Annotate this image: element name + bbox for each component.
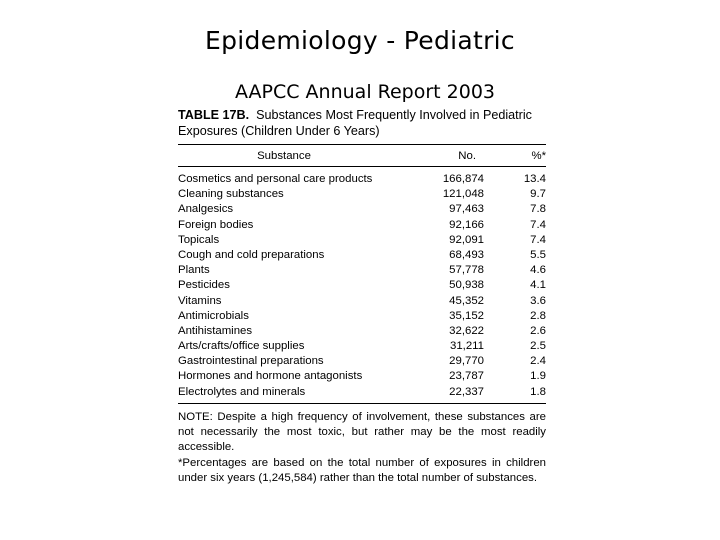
substance-cell: Gastrointestinal preparations — [178, 355, 324, 368]
slide-subtitle: AAPCC Annual Report 2003 — [235, 81, 496, 103]
table-label: TABLE 17B. — [178, 108, 250, 122]
table-row — [178, 202, 546, 217]
substance-cell: Cough and cold preparations — [178, 248, 325, 261]
table-caption — [178, 108, 546, 139]
percent-cell: 9.7 — [530, 188, 546, 201]
table-row — [178, 233, 546, 248]
table-row — [178, 278, 546, 293]
substance-cell: Analgesics — [178, 203, 234, 216]
percent-cell: 2.6 — [530, 324, 546, 337]
substance-cell: Cosmetics and personal care products — [178, 173, 373, 185]
table-row — [178, 172, 546, 187]
table-footnote: *Percentages are based on the total number of exposures in children under six years (1,245,584) rather than the total number of substances. — [178, 456, 546, 484]
top-rule — [178, 144, 546, 145]
substance-cell: Arts/crafts/office supplies — [178, 340, 305, 353]
table-row — [178, 263, 546, 278]
substance-cell: Hormones and hormone antagonists — [178, 370, 363, 383]
substance-cell: Topicals — [178, 233, 220, 246]
count-cell: 32,622 — [449, 324, 484, 337]
header-substance: Substance — [257, 150, 311, 163]
table-row — [178, 339, 546, 354]
count-cell: 22,337 — [449, 385, 484, 398]
count-cell: 35,152 — [449, 309, 484, 322]
count-cell: 29,770 — [449, 355, 484, 368]
substance-cell: Cleaning substances — [178, 188, 284, 201]
count-cell: 45,352 — [449, 294, 484, 307]
count-cell: 23,787 — [449, 370, 484, 383]
table-row — [178, 248, 546, 263]
header-rule — [178, 166, 546, 167]
table-row — [178, 187, 546, 202]
substance-cell: Antimicrobials — [178, 309, 249, 322]
table-row — [178, 294, 546, 309]
bottom-rule — [178, 403, 546, 404]
percent-cell: 1.8 — [530, 385, 546, 398]
table-row — [178, 369, 546, 384]
substance-cell: Electrolytes and minerals — [178, 385, 306, 398]
table-note: NOTE: Despite a high frequency of involvement, these substances are not necessarily the most toxic, but rather may be the most readily accessible. — [178, 410, 546, 454]
substance-cell: Pesticides — [178, 279, 230, 292]
substance-cell: Plants — [178, 264, 210, 277]
count-cell: 166,874 — [442, 173, 484, 185]
percent-cell: 7.4 — [530, 233, 546, 246]
percent-cell: 2.8 — [530, 309, 546, 322]
count-cell: 92,091 — [449, 233, 484, 246]
percent-cell: 1.9 — [530, 370, 546, 383]
substance-cell: Vitamins — [178, 294, 222, 307]
table-17b — [178, 108, 546, 486]
header-percent: %* — [531, 150, 546, 163]
slide-title: Epidemiology - Pediatric — [205, 26, 515, 55]
count-cell: 121,048 — [442, 188, 484, 201]
count-cell: 97,463 — [449, 203, 484, 216]
table-row — [178, 218, 546, 233]
table-body — [178, 172, 546, 400]
table-row — [178, 309, 546, 324]
percent-cell: 2.5 — [530, 340, 546, 353]
percent-cell: 13.4 — [523, 173, 546, 185]
percent-cell: 7.4 — [530, 218, 546, 231]
header-number: No. — [458, 150, 476, 163]
table-row — [178, 385, 546, 400]
table-caption-text: Substances Most Frequently Involved in Pediatric Exposures (Children Under 6 Years) — [178, 108, 532, 138]
table-row — [178, 354, 546, 369]
count-cell: 31,211 — [450, 340, 484, 353]
percent-cell: 3.6 — [530, 294, 546, 307]
table-notes — [178, 410, 546, 486]
substance-cell: Foreign bodies — [178, 218, 254, 231]
percent-cell: 7.8 — [530, 203, 546, 216]
percent-cell: 2.4 — [530, 355, 546, 368]
percent-cell: 4.1 — [530, 279, 546, 292]
percent-cell: 4.6 — [530, 264, 546, 277]
count-cell: 57,778 — [449, 264, 484, 277]
table-row — [178, 324, 546, 339]
percent-cell: 5.5 — [530, 248, 546, 261]
count-cell: 68,493 — [449, 248, 484, 261]
count-cell: 92,166 — [449, 218, 484, 231]
substance-cell: Antihistamines — [178, 324, 253, 337]
table-header-row — [178, 148, 546, 166]
count-cell: 50,938 — [449, 279, 484, 292]
